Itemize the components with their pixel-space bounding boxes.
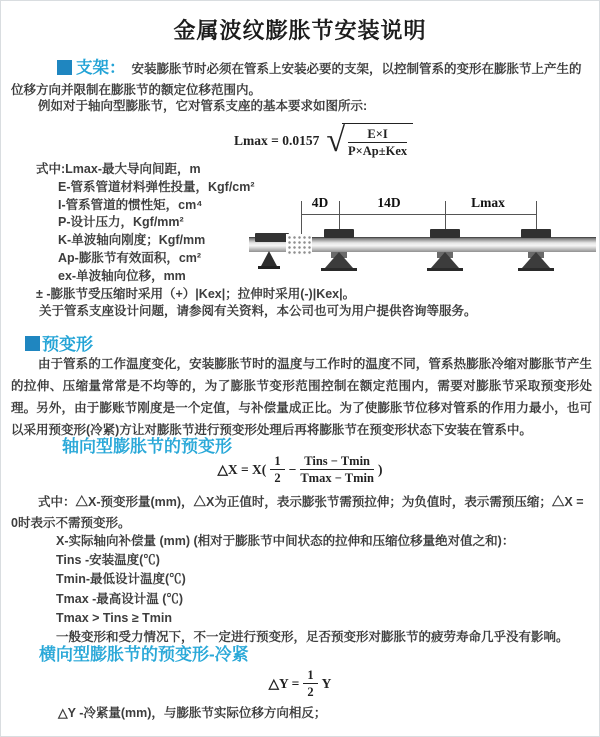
- parameter-line: 一般变形和受力情况下，不一定进行预变形，足否预变形对膨胀节的疲劳寿命几乎没有影响。: [56, 630, 569, 645]
- lateral-note: △Y -冷紧量(mm)，与膨胀节实际位移方向相反；: [58, 706, 327, 720]
- dimension-label-lmax: Lmax: [471, 195, 505, 210]
- definition-line: 关于管系支座设计问题，请参阅有关资料，本公司也可为用户提供咨询等服务。: [39, 304, 477, 319]
- dimension-label-14d: 14D: [377, 195, 401, 210]
- radical-sign-icon: √: [326, 121, 345, 159]
- lateral-formula-row: [1, 668, 599, 700]
- axial-subsection-heading: 轴向型膨胀节的预变形: [62, 437, 232, 456]
- axial-formula-explanation: 式中：△X-预变形量(mm)，△X为正值时，表示膨张节需预拉伸；为负值时，表示需预压缩；△X = 0时表示不需预变形。: [11, 495, 584, 530]
- definition-line: I-管系管道的惯性矩，cm⁴: [58, 197, 203, 212]
- parameter-line: Tmax -最高设计温 (℃): [56, 591, 184, 606]
- definition-line: 式中:Lmax-最大导向间距，m: [36, 162, 201, 176]
- predeform-section-heading: 预变形: [25, 330, 93, 355]
- supports-paragraph: [11, 58, 592, 101]
- lateral-subsection-heading: 横向型膨胀节的预变形-冷紧: [39, 645, 249, 664]
- support-spacing-diagram: [249, 193, 597, 291]
- lmax-formula: [234, 123, 413, 159]
- section-bullet-icon: [25, 336, 40, 351]
- section-bullet-icon: [57, 60, 72, 75]
- lmax-formula-lhs: Lmax = 0.0157: [234, 132, 320, 148]
- delta-y-formula: △Y = $\frac{1}{2}$ Y: [268, 668, 332, 700]
- delta-x-formula: △X = X( $\frac{1}{2}$ − $\frac{\text{Tins − Tmin}}{Tmax - Tmin}$ ): [217, 454, 383, 486]
- dx-formula-close: ): [378, 461, 383, 477]
- dimension-tick: [301, 201, 302, 237]
- definition-line: ± -膨胀节受压缩时采用（+）|Kex|；拉伸时采用(-)|Kex|。: [36, 286, 356, 301]
- supports-example-line: 例如对于轴向型膨胀节，它对管系支座的基本要求如图所示:: [38, 99, 368, 113]
- sqrt-radical-icon: [326, 123, 413, 159]
- dimension-label-4d: 4D: [311, 195, 329, 210]
- dx-formula-open: △X = X(: [217, 461, 267, 477]
- dx-formula-minus: −: [288, 461, 297, 477]
- definition-line: E-管系管道材料弹性投量，Kgf/cm²: [58, 179, 255, 194]
- definition-line: K-单波轴向刚度；Kgf/mm: [58, 233, 206, 248]
- guide-support-icon: [423, 193, 467, 291]
- parameter-line: Tmin-最低设计温度(℃): [56, 572, 186, 587]
- page-title: 金属波纹膨胀节安装说明: [173, 18, 427, 43]
- dy-formula-open: △Y =: [268, 675, 300, 691]
- definition-line: Ap-膨胀节有效面积，cm²: [58, 250, 202, 265]
- axial-parameter-list: [56, 532, 592, 647]
- predeform-body-text: 由于管系的工作温度变化，安装膨胀节时的温度与工作时的温度不同，管系热膨胀冷缩对膨胀节产生的拉伸、压缩量常常是不均等的，为了膨胀节变形范围控制在额定范围内，需要对膨胀节采取预变形处理。另外，由于膨账节刚度是一个定值，与补偿量成正比。为了使膨胀节位移对管系的作用力最小，也可以采用预变形(冷紧)方让对膨胀节进行预变形处理后再将膨胀节在预变形状态下安装在管系中。: [11, 357, 592, 437]
- dy-formula-suffix: Y: [321, 675, 332, 691]
- parameter-line: Tins -安装温度(℃): [56, 553, 160, 568]
- parameter-line: X-实际轴向补偿量 (mm) (相对于膨胀节中间状态的拉伸和压缩位移量绝对值之和)：: [56, 534, 515, 548]
- bellows-icon: [286, 234, 312, 255]
- definition-line: P-设计压力，Kgf/mm²: [58, 215, 184, 230]
- lmax-formula-denominator: P×Ap±Kex: [348, 144, 408, 159]
- lmax-formula-numerator: E×I: [348, 127, 407, 143]
- definition-line: ex-单波轴向位移，mm: [58, 268, 186, 283]
- axial-formula-row: [1, 454, 599, 486]
- guide-support-icon: [514, 193, 558, 291]
- guide-support-icon: [317, 193, 361, 291]
- supports-heading: 支架：: [76, 59, 126, 77]
- supports-intro-text: 安装膨胀节时必须在管系上安装必要的支架，以控制管系的变形在膨胀节上产生的位移方向并限制在膨胀节的额定位移范围内。: [11, 62, 582, 97]
- parameter-line: Tmax > Tins ≥ Tmin: [56, 610, 173, 625]
